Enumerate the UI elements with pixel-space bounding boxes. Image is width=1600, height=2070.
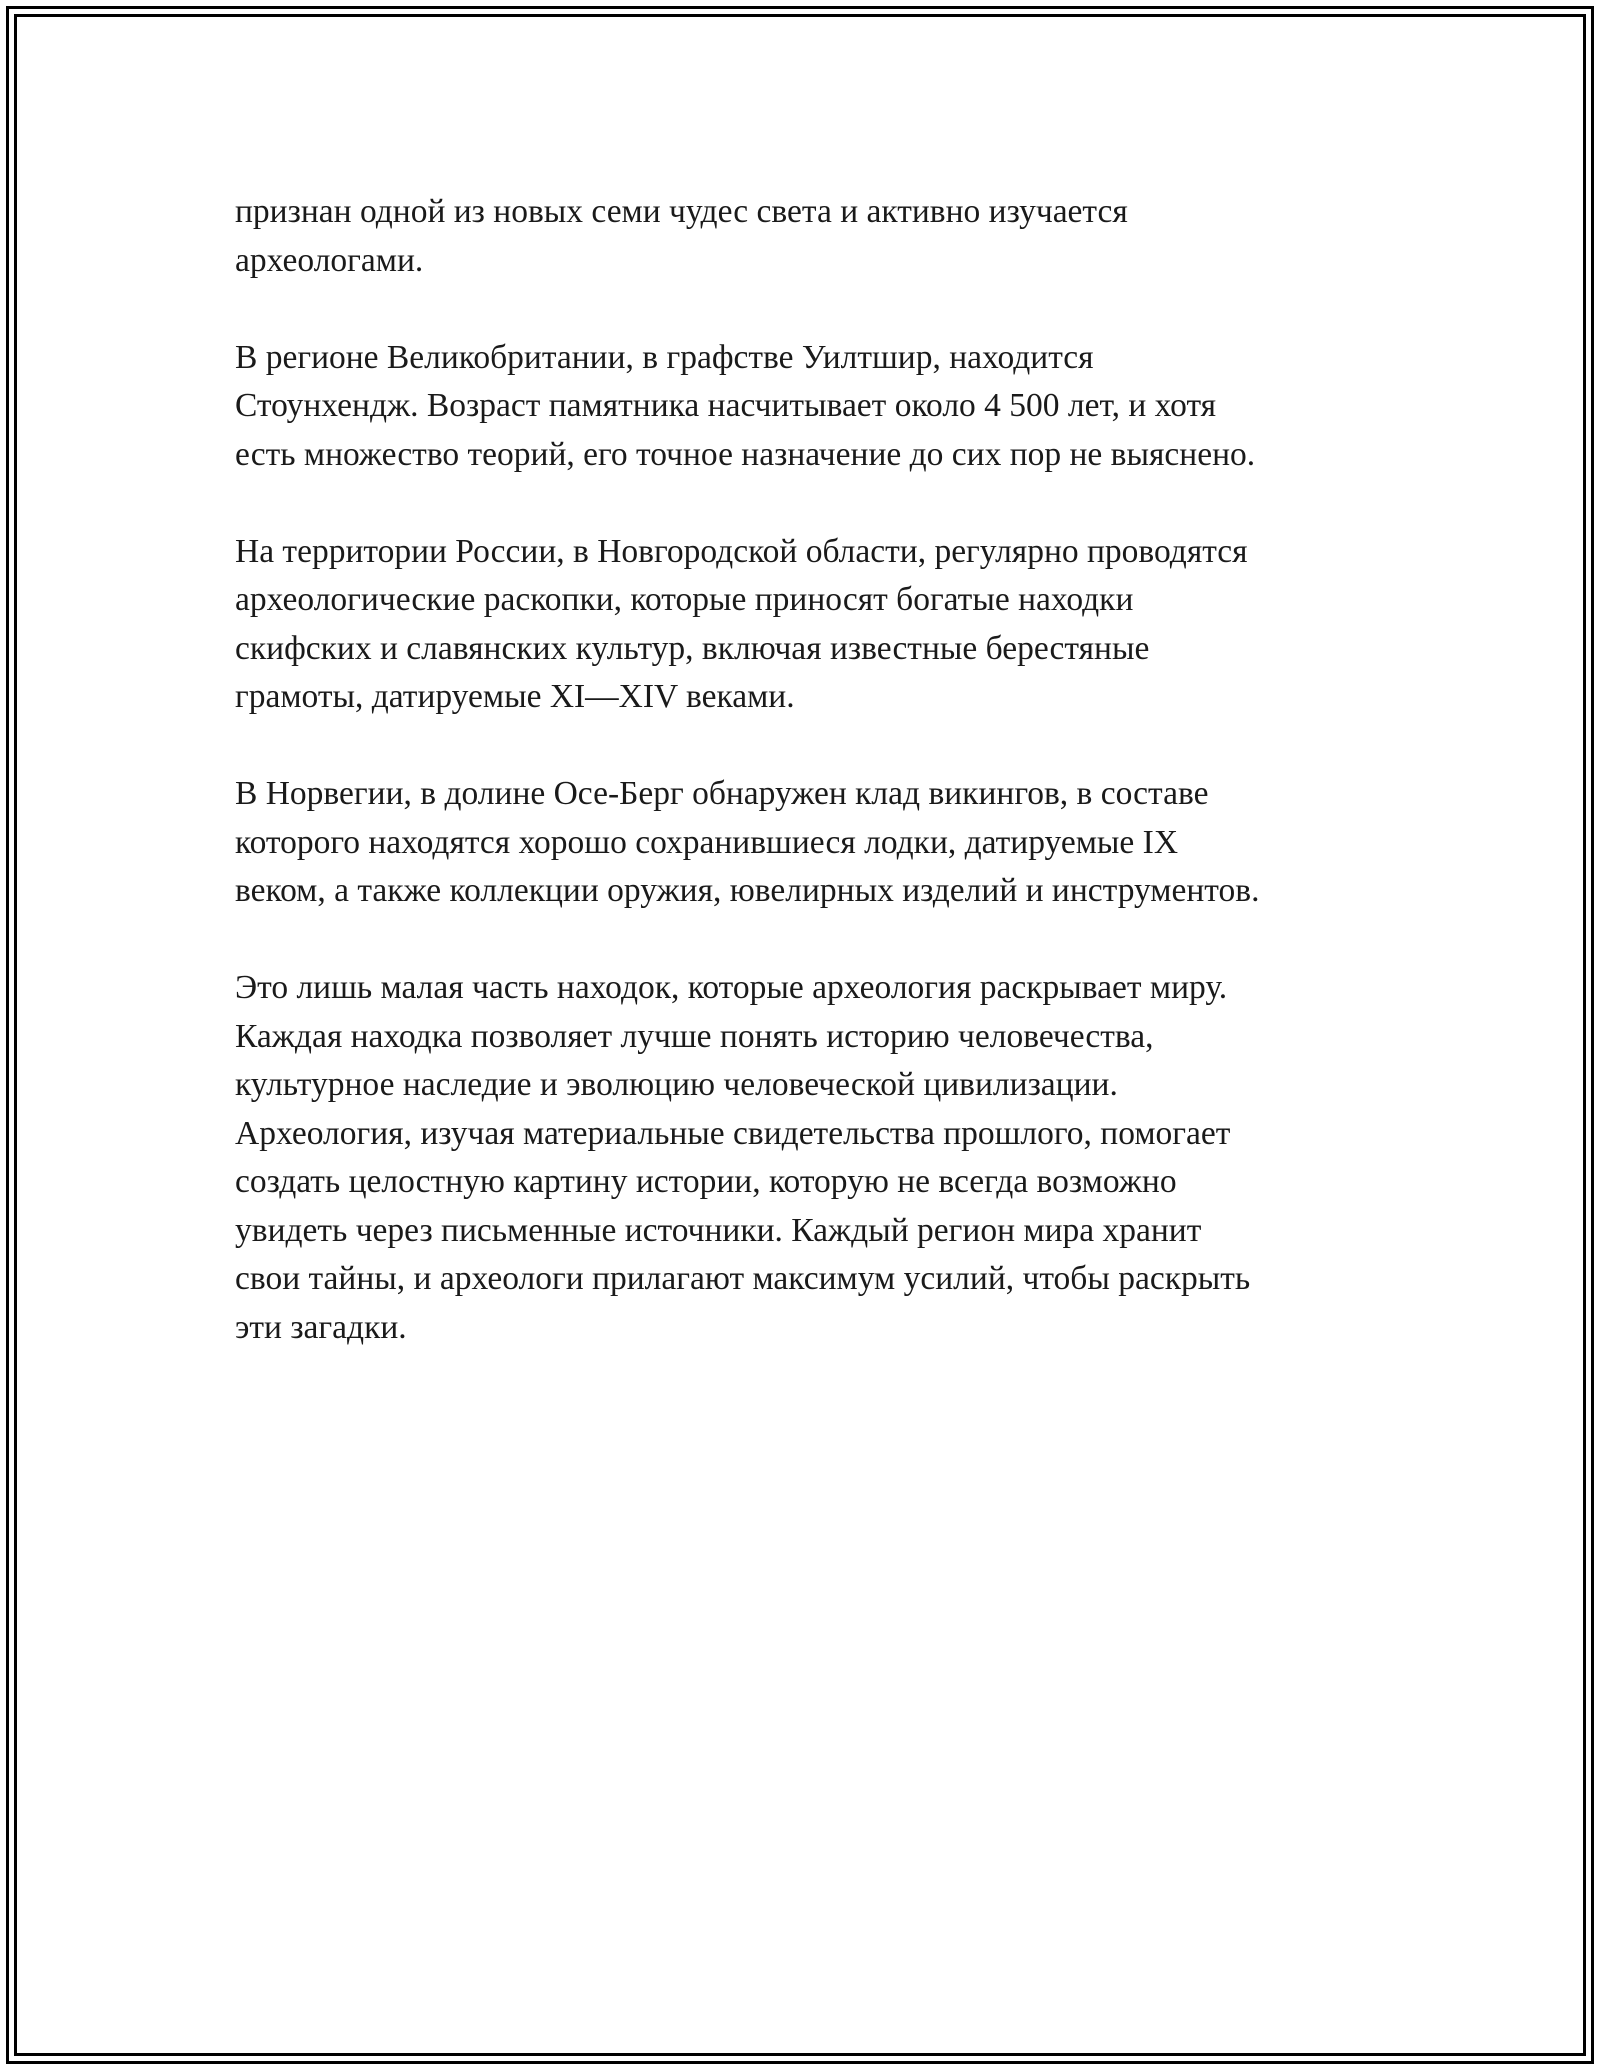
paragraph-norway-vikings: В Норвегии, в долине Осе-Берг обнаружен клад викингов, в составе которого находятся хорошо сохранившиеся лодки, датируемые IX веком, а также коллекции оружия, ювелирных изделий и инструментов. (235, 775, 1260, 909)
paragraph-novgorod: На территории России, в Новгородской области, регулярно проводятся археологические раскопки, которые приносят богатые находки скифских и славянских культур, включая известные берестяные грамоты, датируемые XI—XIV веками. (235, 532, 1248, 715)
paragraph-stonehenge: В регионе Великобритании, в графстве Уилтшир, находится Стоунхендж. Возраст памятника насчитывает около 4 500 лет, и хотя есть множество теорий, его точное назначение до сих пор не выяснено. (235, 338, 1256, 473)
paragraph-conclusion: Это лишь малая часть находок, которые археология раскрывает миру. Каждая находка позволяет лучше понять историю человечества, культурное наследие и эволюцию человеческой цивилизации. Археология, изучая материальные свидетельства прошлого, помогает создать целостную картину истории, которую не всегда возможно увидеть через письменные источники. Каждый регион мира хранит свои тайны, и археологи прилагают максимум усилий, чтобы раскрыть эти загадки. (235, 969, 1251, 1346)
paragraph-seven-wonders: признан одной из новых семи чудес света и активно изучается археологами. (235, 193, 1128, 279)
document-body (235, 188, 1375, 1401)
